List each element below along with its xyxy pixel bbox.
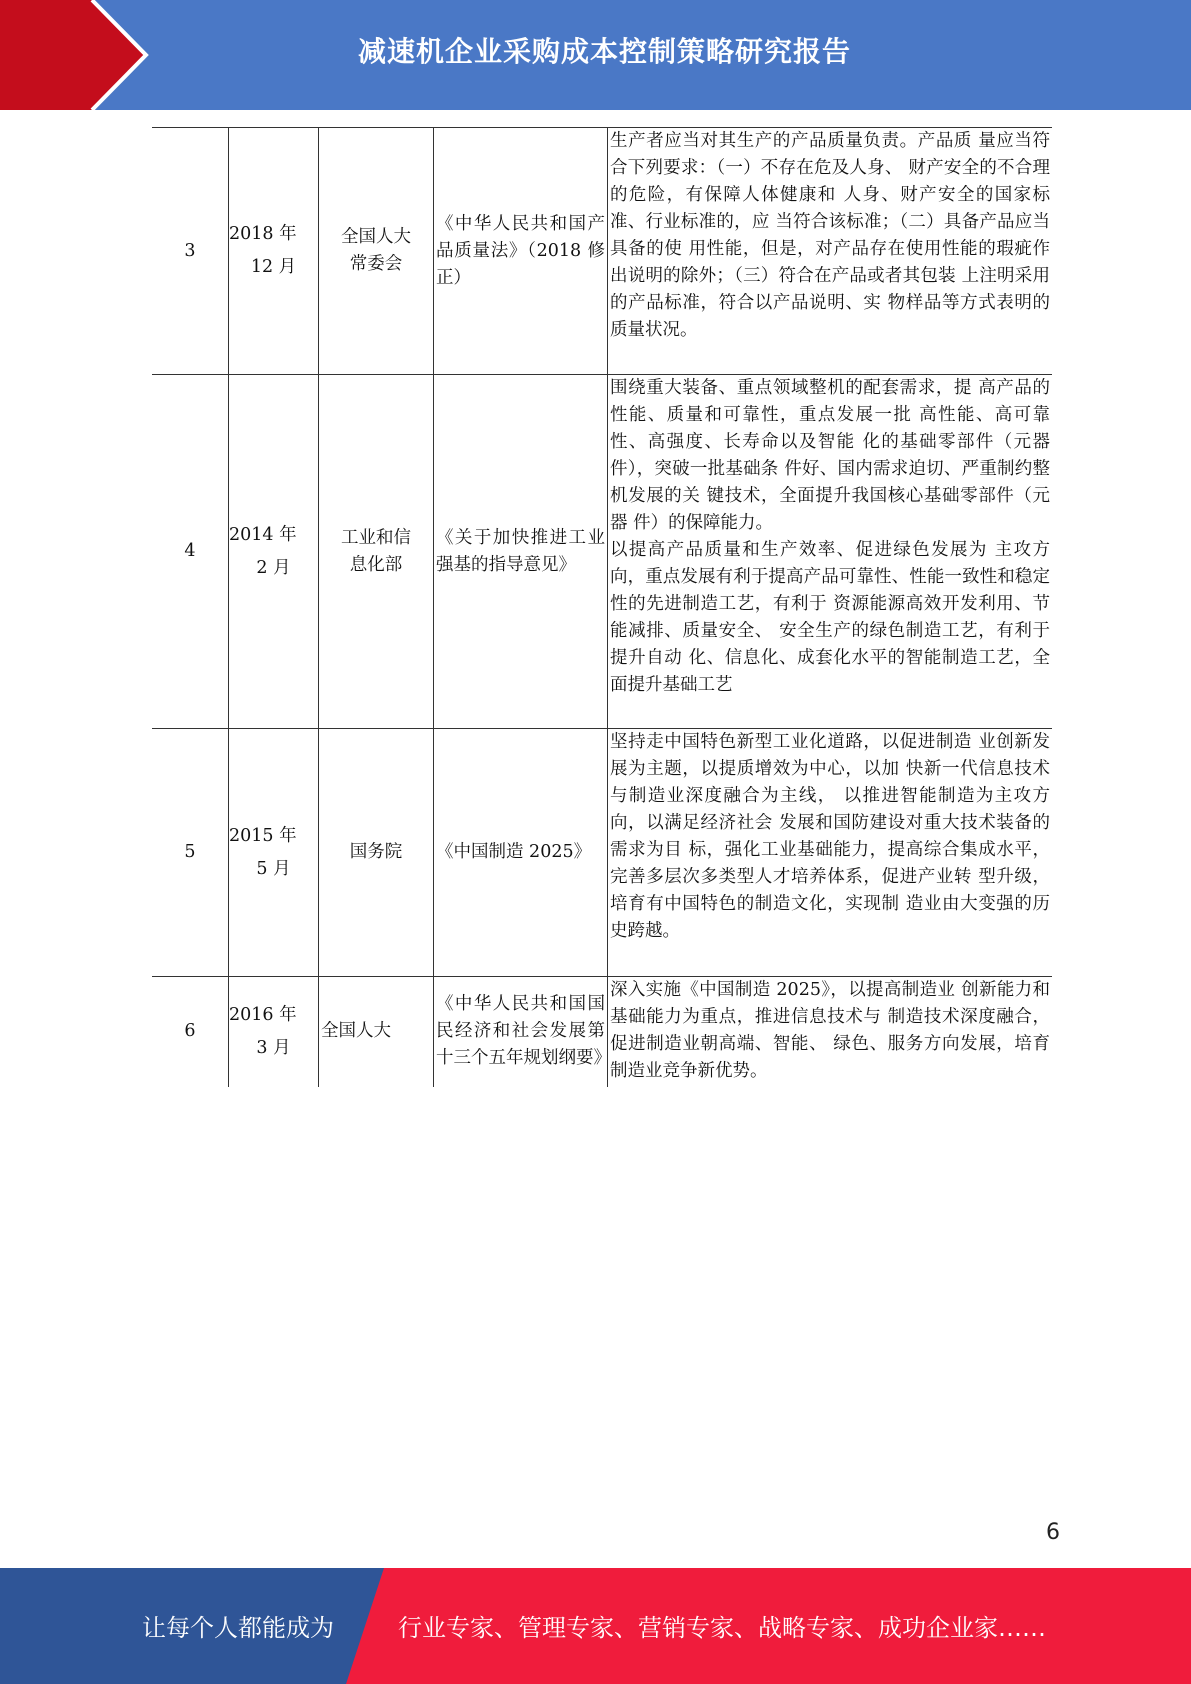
row-number-cell: 3 [152,128,229,375]
policy-document-title: 《中华人民共和国产品质量法》（2018 修正） [436,213,605,288]
footer-roles: 行业专家、管理专家、营销专家、战略专家、成功企业家…… [398,1614,1046,1642]
policy-document-cell [434,375,608,729]
row-number-cell: 4 [152,375,229,729]
policy-document-title: 《关于加快推进工业强基的指导意见》 [436,527,605,575]
policy-content-paragraph: 深入实施《中国制造 2025》，以提高制造业 创新能力和基础能力为重点，推进信息技术与 制造技术深度融合，促进制造业朝高端、智能、 绿色、服务方向发展，培育制造业竞争新优势。 [610,980,1050,1081]
date-month: 5 月 [256,858,291,879]
footer-slogan: 让每个人都能成为 [142,1614,334,1642]
issuing-body-line: 全国人大 [341,227,411,247]
policy-content-paragraph: 围绕重大装备、重点领域整机的配套需求，提 高产品的性能、质量和可靠性，重点发展一批 高性能、高可靠性、高强度、长寿命以及智能 化的基础零部件（元器件），突破一批基础条 件好、国内需求迫切、严重制约整机发展的关 键技术，全面提升我国核心基础零部件（元器 件）的保障能力。 [610,378,1050,533]
date-month: 12 月 [250,257,297,277]
date-year: 2014 年 [229,524,297,545]
policy-content-paragraph: 坚持走中国特色新型工业化道路，以促进制造 业创新发展为主题，以提质增效为中心，以加 快新一代信息技术与制造业深度融合为主线， 以推进智能制造为主攻方向，以满足经济社会 发展和国防建设对重大技术装备的需求为目 标，强化工业基础能力，提高综合集成水平， 完善多层次多类型人才培养体系，促进产业转 型升级，培育有中国特色的制造文化，实现制 造业由大变强的历史跨越。 [610,732,1050,941]
policy-document-cell [434,977,611,1087]
issuing-body-cell [319,977,434,1087]
policy-document-cell [434,128,608,375]
table-row [152,729,1052,977]
issuing-body-cell [319,375,434,729]
issuing-body-line: 国务院 [349,842,403,862]
page-header [0,0,1191,112]
policy-content-paragraph: 以提高产品质量和生产效率、促进绿色发展为 主攻方向，重点发展有利于提高产品可靠性、性能一致性和稳定性的先进制造工艺，有利于 资源能源高效开发利用、节能减排、质量安全、 安全生产的绿色制造工艺，有利于提升自动 化、信息化、成套化水平的智能制造工艺，全 面提升基础工艺 [610,540,1050,695]
table-row [152,375,1052,729]
date-cell [229,375,319,729]
date-year: 2016 年 [229,1004,297,1025]
policy-document-title: 《中华人民共和国国民经济和社会发展第十三个五年规划纲要》 [436,994,611,1069]
policy-document-cell [434,729,608,977]
issuing-body-line: 工业和信 [341,527,411,548]
date-cell [229,128,319,375]
row-number-cell: 6 [152,977,229,1087]
policy-content-paragraph: 生产者应当对其生产的产品质量负责。产品质 量应当符合下列要求：（一）不存在危及人身、 财产安全的不合理的危险，有保障人体健康和 人身、财产安全的国家标准、行业标准的，应 当符合该标准；（二）具备产品应当具备的使 用性能，但是，对产品存在使用性能的瑕疵作 出说明的除外；（三）符合在产品或者其包装 上注明采用的产品标准，符合以产品说明、实 物样品等方式表明的质量状况。 [610,131,1050,340]
table-row [152,128,1052,375]
issuing-body-line: 全国人大 [321,1021,391,1042]
policy-document-title: 《中国制造 2025》 [436,842,592,862]
page-footer [0,1568,1191,1684]
policy-content-cell [608,729,1053,977]
date-month: 3 月 [256,1037,291,1058]
date-cell [229,729,319,977]
issuing-body-cell [319,128,434,375]
report-title: 减速机企业采购成本控制策略研究报告 [357,35,851,68]
date-month: 2 月 [256,557,291,578]
row-number-cell: 5 [152,729,229,977]
issuing-body-line: 常委会 [349,254,403,274]
policy-content-cell [608,128,1053,375]
policy-table-body [152,128,1052,1087]
policy-content-cell [608,375,1053,729]
policy-content-cell [608,977,1053,1087]
policy-table [152,127,1052,1087]
date-year: 2015 年 [229,825,297,846]
issuing-body-line: 息化部 [349,554,403,575]
date-year: 2018 年 [229,224,297,244]
issuing-body-cell [319,729,434,977]
date-cell [229,977,319,1087]
page-number: 6 [1046,1520,1060,1545]
table-row [152,977,1052,1087]
